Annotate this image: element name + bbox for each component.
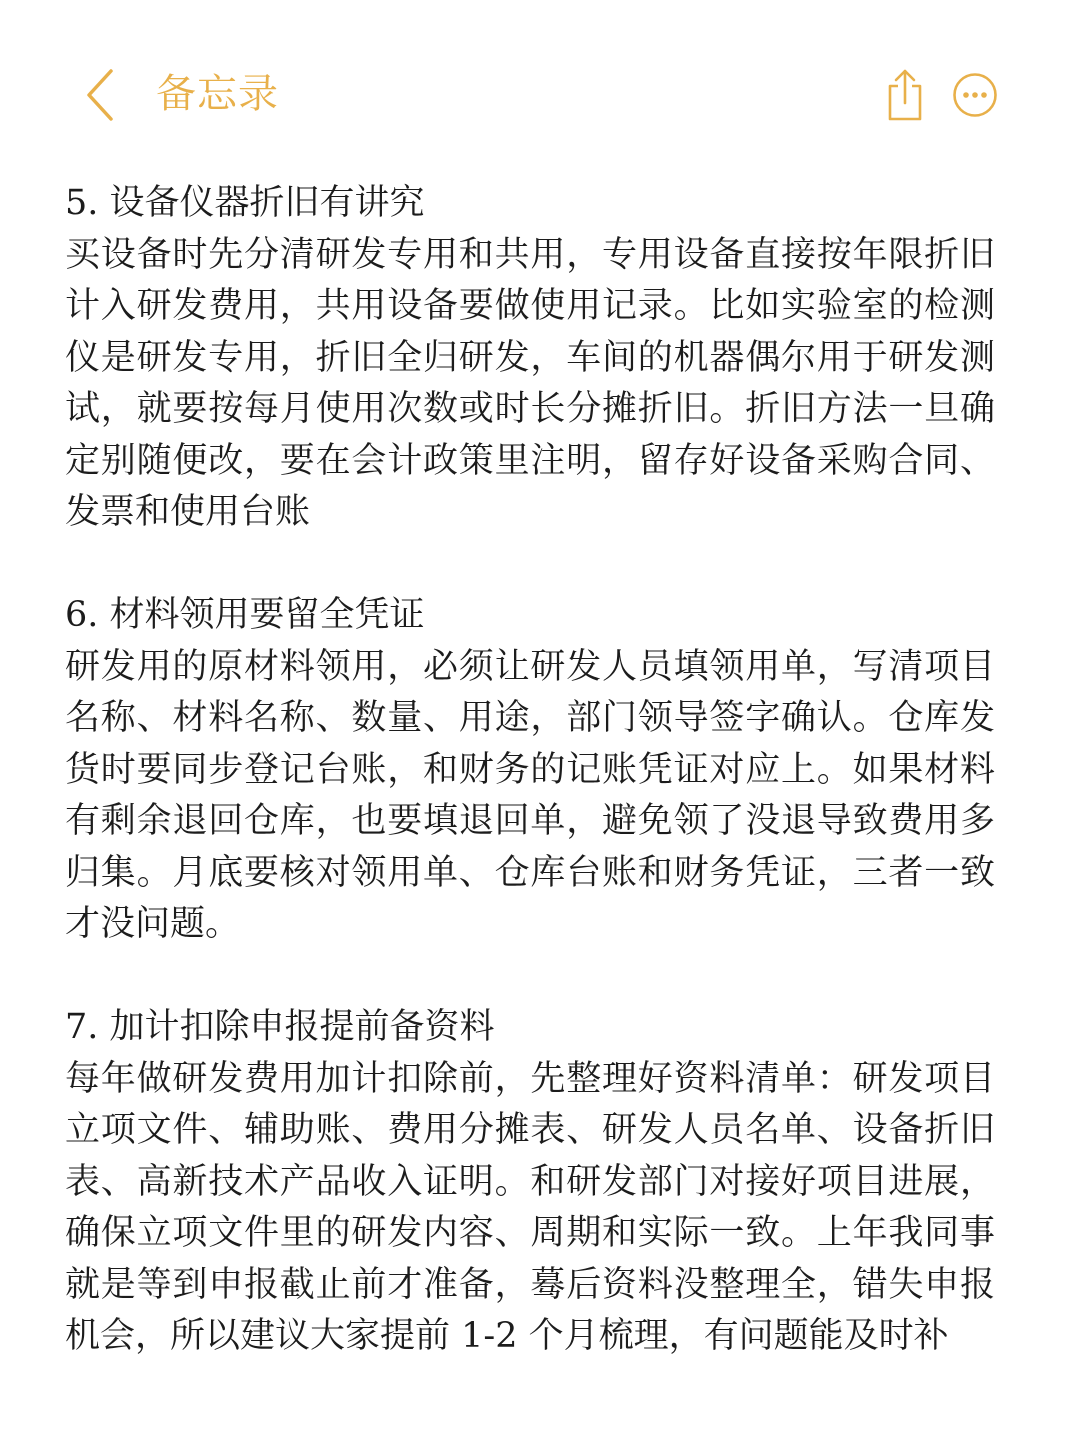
share-button[interactable] xyxy=(880,64,930,124)
note-section xyxy=(65,1002,995,1363)
section-title: 6. 材料领用要留全凭证 xyxy=(65,595,425,635)
note-section xyxy=(65,178,995,539)
more-button[interactable] xyxy=(952,72,998,118)
section-title: 5. 设备仪器折旧有讲究 xyxy=(65,183,425,223)
nav-title: 备忘录 xyxy=(156,71,279,117)
ellipsis-circle-icon xyxy=(952,72,998,118)
section-body: 买设备时先分清研发专用和共用，专用设备直接按年限折旧计入研发费用，共用设备要做使用记录。比如实验室的检测仪是研发专用，折旧全归研发，车间的机器偶尔用于研发测试，就要按每月使用次数或时长分摊折旧。折旧方法一旦确定别随便改，要在会计政策里注明，留存好设备采购合同、发票和使用台账 xyxy=(65,234,995,532)
navigation-bar xyxy=(0,0,1080,160)
note-content[interactable] xyxy=(65,178,995,1414)
section-title: 7. 加计扣除申报提前备资料 xyxy=(65,1007,495,1047)
share-icon xyxy=(885,66,925,122)
note-section xyxy=(65,590,995,951)
section-body: 每年做研发费用加计扣除前，先整理好资料清单：研发项目立项文件、辅助账、费用分摊表、研发人员名单、设备折旧表、高新技术产品收入证明。和研发部门对接好项目进展，确保立项文件里的研发内容、周期和实际一致。上年我同事就是等到申报截止前才准备，蓦后资料没整理全，错失申报机会，所以建议大家提前 1-2 个月梳理，有问题能及时补 xyxy=(65,1058,995,1356)
back-button[interactable] xyxy=(70,60,130,130)
chevron-left-icon xyxy=(83,67,117,123)
section-body: 研发用的原材料领用，必须让研发人员填领用单，写清项目名称、材料名称、数量、用途，部门领导签字确认。仓库发货时要同步登记台账，和财务的记账凭证对应上。如果材料有剩余退回仓库，也要填退回单，避免领了没退导致费用多归集。月底要核对领用单、仓库台账和财务凭证，三者一致才没问题。 xyxy=(65,646,995,944)
